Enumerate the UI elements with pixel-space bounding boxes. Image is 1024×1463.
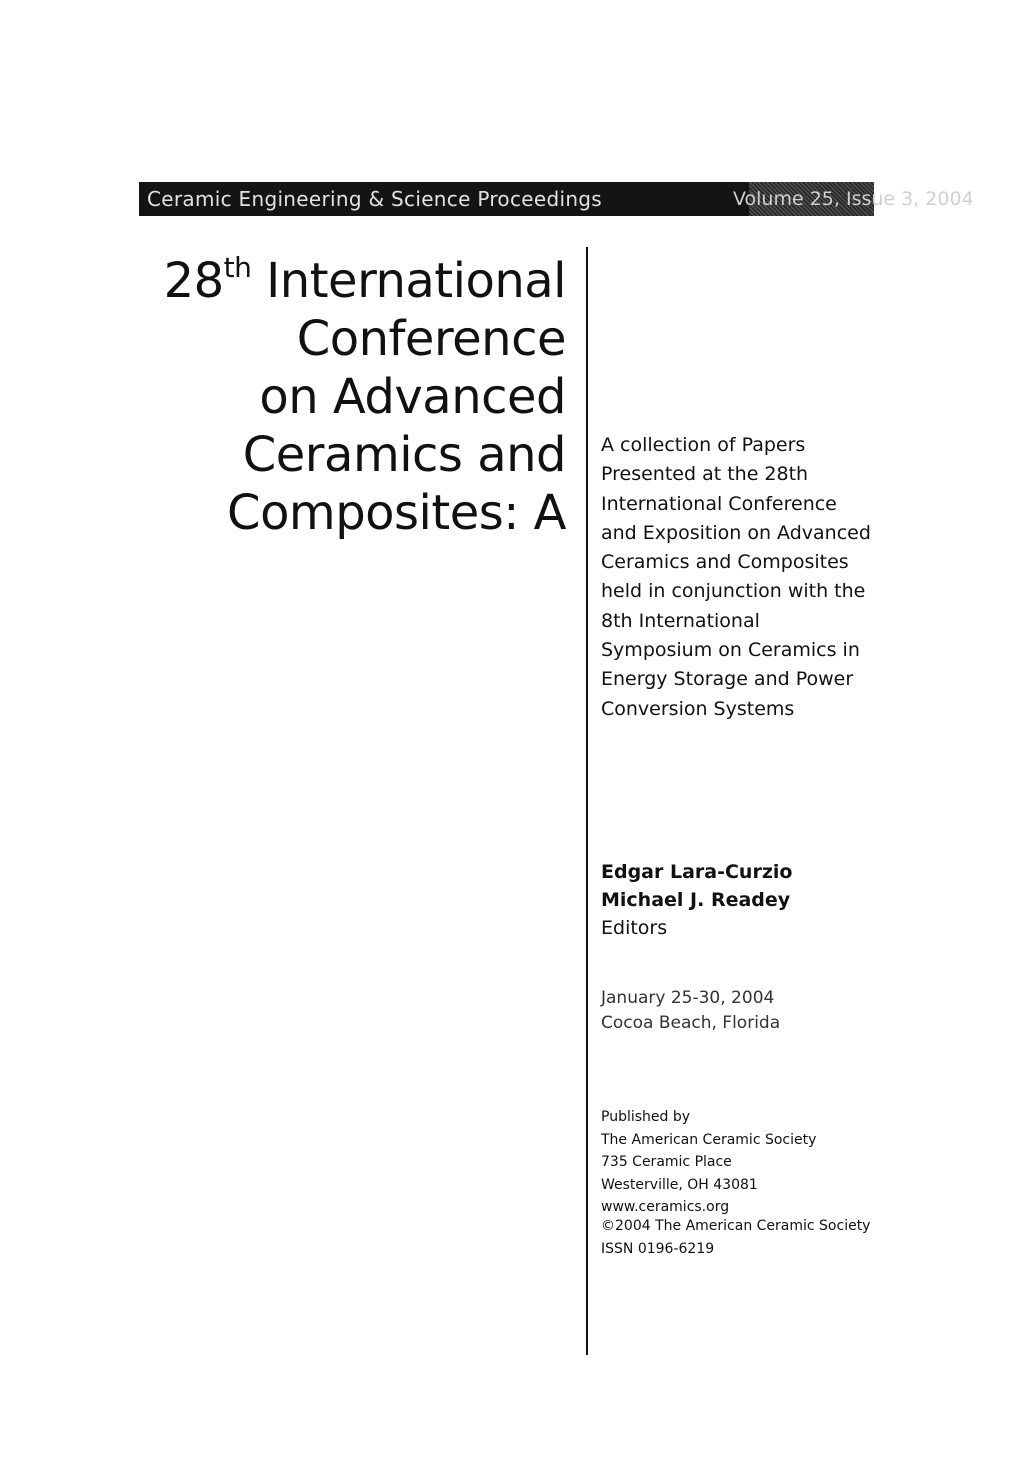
title-line-2: Conference [296, 311, 566, 367]
copyright-block [601, 1215, 901, 1260]
description-line: Symposium on Ceramics in [601, 639, 860, 662]
title-line-4: Ceramics and [242, 427, 566, 483]
publisher-name: The American Ceramic Society [601, 1131, 817, 1148]
title-ordinal-suffix: th [223, 251, 252, 284]
volume-issue-label: Volume 25, Issue 3, 2004 [733, 188, 974, 210]
title-ordinal-number: 28 [163, 253, 224, 309]
series-banner [139, 182, 974, 216]
event-dates: January 25-30, 2004 [601, 988, 775, 1008]
editors-label: Editors [601, 917, 668, 939]
vertical-divider [586, 247, 588, 1355]
description-line: A collection of Papers [601, 434, 806, 456]
editor-name: Michael J. Readey [601, 889, 791, 911]
description-line: Conversion Systems [601, 697, 795, 720]
title-line-1 [66, 252, 566, 310]
publisher-city: Westerville, OH 43081 [601, 1176, 758, 1193]
event-location: Cocoa Beach, Florida [601, 1013, 781, 1033]
title-line-3: on Advanced [259, 369, 566, 425]
issn: ISSN 0196-6219 [601, 1240, 715, 1257]
series-title: Ceramic Engineering & Science Proceedings [147, 187, 603, 211]
publisher-website[interactable]: www.ceramics.org [601, 1199, 730, 1215]
description-line: Presented at the 28th [601, 463, 809, 486]
volume-issue-block [733, 182, 974, 216]
publisher-street: 735 Ceramic Place [601, 1154, 732, 1170]
description-line: held in conjunction with the [601, 580, 866, 603]
editor-name: Edgar Lara-Curzio [601, 861, 793, 883]
event-block [601, 986, 901, 1036]
publisher-label: Published by [601, 1109, 691, 1125]
copyright-notice: ©2004 The American Ceramic Society [601, 1218, 871, 1234]
description-line: Ceramics and Composites [601, 551, 849, 574]
publisher-block [601, 1106, 901, 1219]
description-line: 8th International [601, 609, 760, 632]
description-line: International Conference [601, 492, 837, 515]
description-block [601, 431, 901, 724]
book-title [66, 252, 566, 542]
title-line-5: Composites: A [227, 485, 566, 541]
description-line: Energy Storage and Power [601, 668, 854, 691]
title-line-1-text: International [251, 253, 566, 309]
editors-block [601, 858, 901, 942]
description-line: and Exposition on Advanced [601, 521, 871, 544]
